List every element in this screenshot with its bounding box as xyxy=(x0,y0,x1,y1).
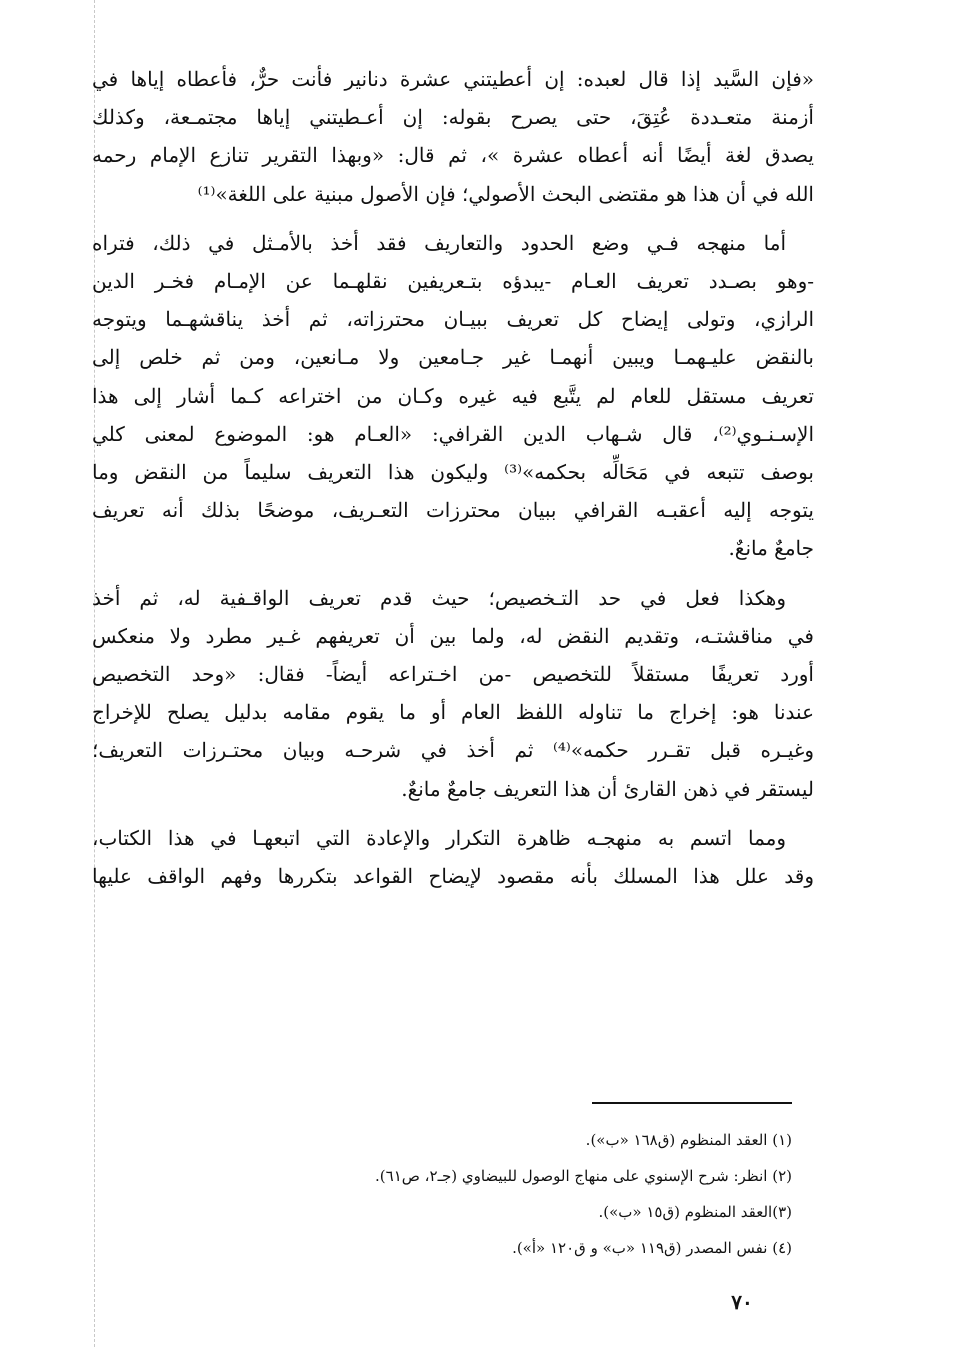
paragraph-specification xyxy=(92,579,814,808)
text-line: الله في أن هذا هو مقتضى البحث الأصولي؛ فإن الأصول مبنية على اللغة»⁽¹⁾ xyxy=(197,181,814,206)
paragraph-definitions-method xyxy=(92,224,814,568)
text-line: ومما اتسم به منهجـه ظاهرة التكرار والإعادة التي اتبعهـا في هذا الكتاب، xyxy=(92,825,786,850)
text-line: بالنقض عليـهمـا ويبين أنهمـا غير جـامعين ولا مـانعين، ومن ثم خلص إلى xyxy=(92,345,814,370)
footnote-separator xyxy=(592,1102,792,1104)
text-line: ليستقر في ذهن القارئ أن هذا التعريف جامعٌ مانعٌ. xyxy=(401,776,814,801)
footnote-4: (٤) نفس المصدر (ق١١٩ «ب» و ق١٢٠ «أ»). xyxy=(512,1239,792,1257)
footnote-1: (١) العقد المنظوم (ق١٦٨ «ب»). xyxy=(585,1131,792,1149)
text-line: يصدق لغة أيضًا أنه أعطاه عشرة »، ثم قال: «وبهذا التقرير تنازع الإمام رحمه xyxy=(92,143,814,168)
text-line: أزمنة متعـددة عُتِقَ، حتى يصرح بقوله: إن أعـطيتني إياها مجتمـعة، وكذلك xyxy=(92,105,814,130)
paragraph-repetition xyxy=(92,819,814,895)
page-number: ٧٠ xyxy=(731,1290,753,1314)
text-line: يتوجه إليه أعقبـه القرافي ببيان محترزات التعـريف، موضحًا بذلك أنه تعريف xyxy=(92,498,814,523)
text-line: -وهو بصـدد تعريف العـام -يبدؤه بتـعريفين نقلهـما عن الإمـام فخـر الدين xyxy=(92,269,814,294)
text-line: بوصف تتبعه في مَحَالِّه بحكمه»⁽³⁾ وليكون هذا التعريف سليماً من النقض وما xyxy=(92,460,814,485)
text-line: وغيـره قبل تقـرر حكمه»⁽⁴⁾ ثم أخذ في شرحـه وبيان محتـرزات التعريف؛ xyxy=(92,738,814,763)
text-line: «فإن السَّيد إذا قال لعبده: إن أعطيتني عشرة دنانير فأنت حرٌّ، فأعطاه إياها في xyxy=(92,67,814,91)
footnote-2: (٢) انظر: شرح الإسنوي على منهاج الوصول للبيضاوي (جـ٢، ص٦١). xyxy=(375,1167,792,1185)
footnote-3: (٣)العقد المنظوم (ق١٥ «ب»). xyxy=(598,1203,792,1221)
text-line: تعريف مستقل للعام لم يتَّبع فيه غيره وكـان من اختراعه كـما أشار إلى هذا xyxy=(92,383,814,408)
text-line: وهكذا فعل في حد التـخصيص؛ حيث قدم تعريف الواقـفية له، ثم أخذ xyxy=(92,585,786,610)
text-line: جامعٌ مانعٌ. xyxy=(728,536,814,561)
text-line: أورد تعريفًا مستقلاً للتخصيص -من اخـتراعه أيضاً- فقال: «وحد التخصيص xyxy=(92,662,814,687)
text-line: في مناقشتـه، وتقديم النقض له، ولما بين أن تعريفهم غـير مطرد ولا منعكس xyxy=(92,623,814,648)
text-line: أما منهجه فـي وضع الحدود والتعاريف فقد أخذ بالأمـثل في ذلك، فتراه xyxy=(92,230,786,255)
footnotes xyxy=(300,1122,792,1266)
text-line: الرازي، وتولى إيضاح كل تعريف ببيـان محترزاته، ثم أخذ يناقشهـما ويتوجه xyxy=(92,307,815,332)
paragraph-quote-continuation xyxy=(92,60,814,213)
text-line: الإسـنـوي⁽²⁾، قال شـهاب الدين القرافي: «العـام هو: الموضوع لمعنى كلي xyxy=(92,421,814,446)
page-body xyxy=(92,60,814,895)
text-line: وقد علل هذا المسلك بأنه مقصود لإيضاح القواعد بتكررها وفهم الواقف عليها xyxy=(92,864,814,889)
text-line: عندنا هو: إخراج ما تناوله اللفظ العام أو ما يقوم مقامه بدليل يصلح للإخراج xyxy=(92,700,814,725)
